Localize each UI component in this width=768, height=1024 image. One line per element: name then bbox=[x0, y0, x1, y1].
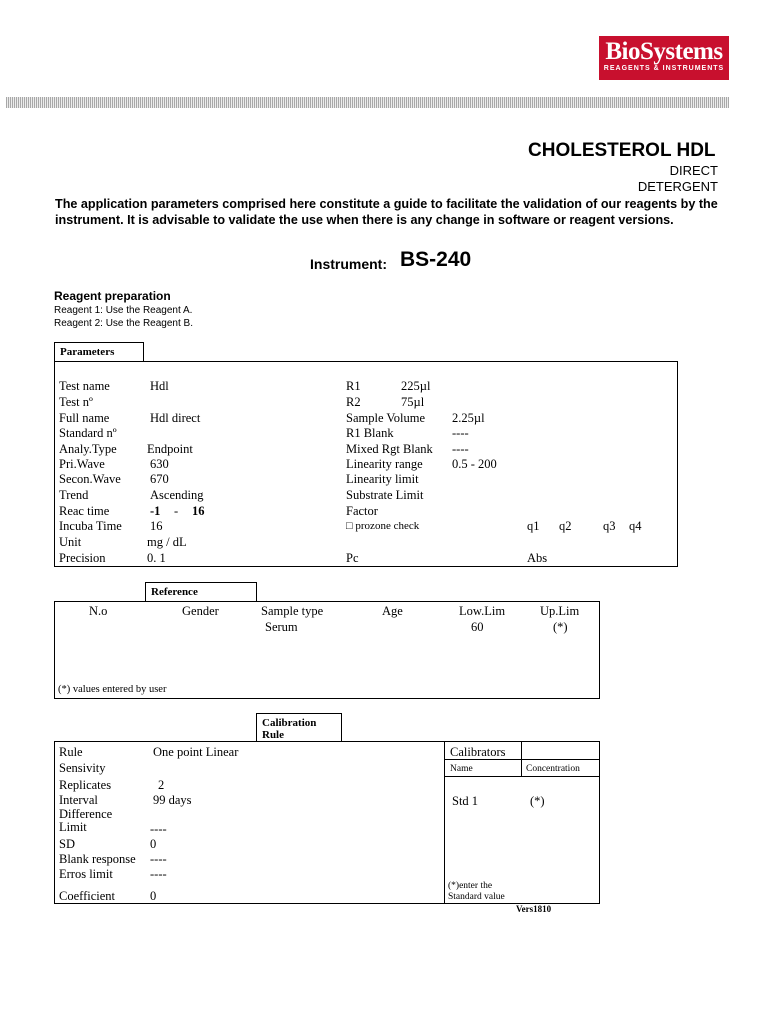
param-label: Precision bbox=[59, 551, 106, 565]
cal-label: Difference bbox=[59, 807, 113, 821]
param-label: Linearity limit bbox=[346, 472, 419, 486]
cal-label: Sensivity bbox=[59, 761, 106, 775]
cal-label: Limit bbox=[59, 820, 87, 834]
param-value: 0. 1 bbox=[147, 551, 166, 565]
param-label: Unit bbox=[59, 535, 82, 549]
calibration-header bbox=[256, 713, 342, 742]
param-label: Mixed Rgt Blank bbox=[346, 442, 433, 456]
reagent-prep-line-1: Reagent 1: Use the Reagent A. bbox=[54, 305, 193, 316]
param-label: Incuba Time bbox=[59, 519, 122, 533]
calibration-header-line-2: Rule bbox=[262, 729, 284, 741]
param-value: 225µl bbox=[401, 379, 431, 393]
cal-label: Coefficient bbox=[59, 889, 115, 903]
calibrator-std-name: Std 1 bbox=[452, 794, 479, 808]
param-label: Factor bbox=[346, 504, 378, 518]
param-label: Pri.Wave bbox=[59, 457, 105, 471]
param-label: Pc bbox=[346, 551, 359, 565]
ref-col-sample-type: Sample type bbox=[261, 604, 324, 618]
calibrators-divider bbox=[444, 759, 600, 760]
param-label: Trend bbox=[59, 488, 89, 502]
q1-label: q1 bbox=[527, 519, 540, 533]
calibration-box bbox=[54, 741, 600, 904]
cal-label: Erros limit bbox=[59, 867, 113, 881]
param-label: Reac time bbox=[59, 504, 110, 518]
reac-time-end: 16 bbox=[192, 504, 205, 518]
cal-value: 99 days bbox=[153, 793, 192, 807]
q4-label: q4 bbox=[629, 519, 642, 533]
version-label: Vers1810 bbox=[516, 904, 552, 914]
intro-paragraph: The application parameters comprised here constitute a guide to facilitate the validation of our reagents by the instrument. It is advisable to validate the use when there is any change in software or reagent versions. bbox=[55, 197, 718, 227]
cal-value: 0 bbox=[150, 889, 157, 903]
param-label: R1 Blank bbox=[346, 426, 394, 440]
cal-label: Blank response bbox=[59, 852, 136, 866]
prozone-check[interactable]: □ prozone check bbox=[346, 520, 420, 532]
abs-label: Abs bbox=[527, 551, 548, 565]
logo-tagline: REAGENTS & INSTRUMENTS bbox=[603, 65, 725, 72]
param-label: Full name bbox=[59, 411, 110, 425]
ref-low-lim-value: 60 bbox=[471, 620, 484, 634]
param-label: R1 bbox=[346, 379, 361, 393]
calibrators-title: Calibrators bbox=[450, 745, 506, 759]
reac-time-dash: - bbox=[174, 504, 179, 518]
subtitle-detergent: DETERGENT bbox=[637, 179, 718, 194]
param-label: Sample Volume bbox=[346, 411, 426, 425]
calibration-header-line-1: Calibration bbox=[262, 717, 317, 729]
logo-brand: BioSystems bbox=[605, 38, 723, 65]
subtitle-direct: DIRECT bbox=[669, 163, 718, 178]
ref-col-no: N.o bbox=[89, 604, 108, 618]
reagent-prep-title: Reagent preparation bbox=[54, 289, 171, 303]
q2-label: q2 bbox=[559, 519, 572, 533]
param-value: 16 bbox=[150, 519, 163, 533]
ref-col-gender: Gender bbox=[182, 604, 219, 618]
biosystems-logo bbox=[599, 36, 729, 80]
param-value: ---- bbox=[452, 442, 469, 456]
cal-label: Replicates bbox=[59, 778, 112, 792]
calibration-divider bbox=[444, 741, 445, 904]
ref-up-lim-value: (*) bbox=[553, 620, 568, 634]
param-label: Test name bbox=[59, 379, 110, 393]
calibrators-note-1: (*)enter the bbox=[448, 881, 493, 891]
param-value: Hdl bbox=[150, 379, 169, 393]
reference-header: Reference bbox=[145, 582, 257, 602]
parameters-box bbox=[54, 361, 678, 567]
instrument-label: Instrument: bbox=[310, 256, 387, 272]
param-label: Standard nº bbox=[59, 426, 117, 440]
param-value: 670 bbox=[150, 472, 169, 486]
cal-value: 0 bbox=[150, 837, 157, 851]
calibrators-col-divider bbox=[521, 741, 522, 777]
param-value: ---- bbox=[452, 426, 469, 440]
reac-time-start: -1 bbox=[150, 504, 161, 518]
ref-note: (*) values entered by user bbox=[58, 684, 167, 695]
cal-label: Rule bbox=[59, 745, 83, 759]
reagent-prep-line-2: Reagent 2: Use the Reagent B. bbox=[54, 318, 193, 329]
parameters-header: Parameters bbox=[54, 342, 144, 362]
ref-sample-type-value: Serum bbox=[265, 620, 298, 634]
cal-value: ---- bbox=[150, 822, 167, 836]
reference-box bbox=[54, 601, 600, 699]
cal-value: One point Linear bbox=[153, 745, 239, 759]
ref-col-age: Age bbox=[382, 604, 403, 618]
param-label: R2 bbox=[346, 395, 361, 409]
calibrator-std-concentration: (*) bbox=[530, 794, 545, 808]
param-label: Secon.Wave bbox=[59, 472, 121, 486]
param-value: 75µl bbox=[401, 395, 425, 409]
calibrators-note-2: Standard value bbox=[448, 892, 505, 902]
param-label: Test nº bbox=[59, 395, 93, 409]
param-label: Analy.Type bbox=[59, 442, 117, 456]
ref-col-up-lim: Up.Lim bbox=[540, 604, 580, 618]
calibrators-col-name: Name bbox=[450, 764, 473, 774]
cal-value: 2 bbox=[158, 778, 165, 792]
instrument-value: BS-240 bbox=[400, 248, 472, 271]
param-value: 0.5 - 200 bbox=[452, 457, 497, 471]
cal-value: ---- bbox=[150, 852, 167, 866]
header-stripe bbox=[6, 97, 729, 108]
param-label: Substrate Limit bbox=[346, 488, 424, 502]
param-label: Linearity range bbox=[346, 457, 423, 471]
param-value: Ascending bbox=[150, 488, 204, 502]
param-value: Endpoint bbox=[147, 442, 193, 456]
calibrators-col-concentration: Concentration bbox=[526, 764, 580, 774]
param-value: 2.25µl bbox=[452, 411, 485, 425]
param-value: Hdl direct bbox=[150, 411, 201, 425]
param-value: mg / dL bbox=[147, 535, 187, 549]
ref-col-low-lim: Low.Lim bbox=[459, 604, 506, 618]
cal-value: ---- bbox=[150, 867, 167, 881]
calibrators-divider bbox=[444, 776, 600, 777]
param-value: 630 bbox=[150, 457, 169, 471]
page-title: CHOLESTEROL HDL bbox=[528, 140, 716, 161]
cal-label: SD bbox=[59, 837, 75, 851]
q3-label: q3 bbox=[603, 519, 616, 533]
cal-label: Interval bbox=[59, 793, 98, 807]
